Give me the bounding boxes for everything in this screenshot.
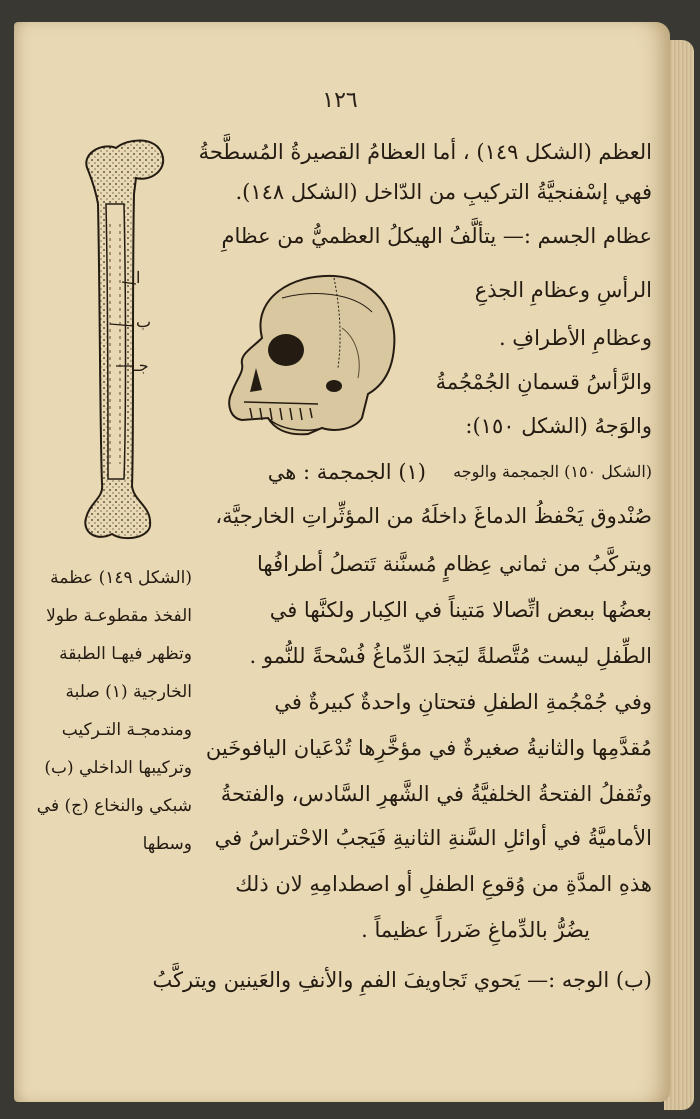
text-line: العظم (الشكل ١٤٩) ، أما العظامُ القصيرةُ المُسطَّحةُ <box>198 140 652 164</box>
text-line: عظام الجسم :— يتألَّفُ الهيكلُ العظميُّ من عظامِ <box>221 224 652 248</box>
bone-label-c: جـ <box>134 356 149 375</box>
text-line: (١) الجمجمة : هي <box>267 460 426 484</box>
text-line: وعظامِ الأطرافِ . <box>498 326 652 350</box>
bone-caption-line: وسطها <box>142 834 192 854</box>
bone-caption-line: شبكي والنخاع (ج) في <box>36 796 192 816</box>
text-line: فهي إسْفنجيَّةُ التركيبِ من الدّاخل (الشكل ١٤٨). <box>235 180 652 204</box>
bone-caption-line: ومندمجـة التـركيب <box>61 720 192 740</box>
text-line: الأماميَّةُ في أوائلِ السَّنةِ الثانيةِ فَيَجبُ الاحْتراسُ في <box>214 826 652 850</box>
bone-caption-line: الفخذ مقطوعـة طولا <box>46 606 192 626</box>
bone-label-a: ا <box>136 268 141 287</box>
text-line: يضُرُّ بالدِّماغِ ضَرراً عظيماً . <box>361 918 590 942</box>
text-line: والوَجهُ (الشكل ١٥٠): <box>465 414 652 438</box>
text-line: بعضُها ببعض اتِّصالا مَتيناً في الكِبار ولكنَّها في <box>269 598 652 622</box>
bone-label-b: ب <box>136 312 152 331</box>
text-line: ويتركَّبُ من ثماني عِظامٍ مُسنَّنة تَتصلُ أطرافُها <box>256 552 652 576</box>
skull-illustration <box>222 268 402 438</box>
skull-caption: (الشكل ١٥٠) الجمجمة والوجه <box>453 462 652 481</box>
text-line: وتُقفلُ الفتحةُ الخلفيَّةُ في الشَّهرِ السَّادس، والفتحةُ <box>220 782 652 806</box>
text-line: مُقدَّمِها والثانيةُ صغيرةٌ في مؤخَّرِها تُدْعَيان اليافوخَين <box>205 736 652 760</box>
bone-caption-line: الخارجية (١) صلبة <box>65 682 192 702</box>
text-line: صُنْدوق يَحْفظُ الدماغَ داخلَهُ من المؤثِّراتِ الخارجيَّة، <box>215 504 652 528</box>
text-line: الرأسِ وعظامِ الجذعِ <box>474 278 652 302</box>
text-line: (ب) الوجه :— يَحوي تَجاويفَ الفمِ والأنفِ والعَينين ويتركَّبُ <box>152 968 652 992</box>
text-line: الطِّفلِ ليست مُتَّصلةً ليَجدَ الدِّماغُ فُسْحةً للنُّمو . <box>249 644 652 668</box>
text-line: هذهِ المدَّةِ من وُقوعِ الطفلِ أو اصطدامِهِ لان ذلك <box>235 872 652 896</box>
bone-caption-line: وتظهر فيهـا الطبقة <box>59 644 192 664</box>
femur-illustration <box>72 134 182 544</box>
bone-caption-line: وتركيبها الداخلي (ب) <box>44 758 192 778</box>
bone-caption-line: (الشكل ١٤٩) عظمة <box>50 568 192 588</box>
page-number: ١٢٦ <box>322 88 358 113</box>
text-line: والرَّأسُ قسمانِ الجُمْجُمةُ <box>435 370 652 394</box>
text-line: وفي جُمْجُمةِ الطفلِ فتحتانِ واحدةٌ كبيرةٌ في <box>274 690 652 714</box>
